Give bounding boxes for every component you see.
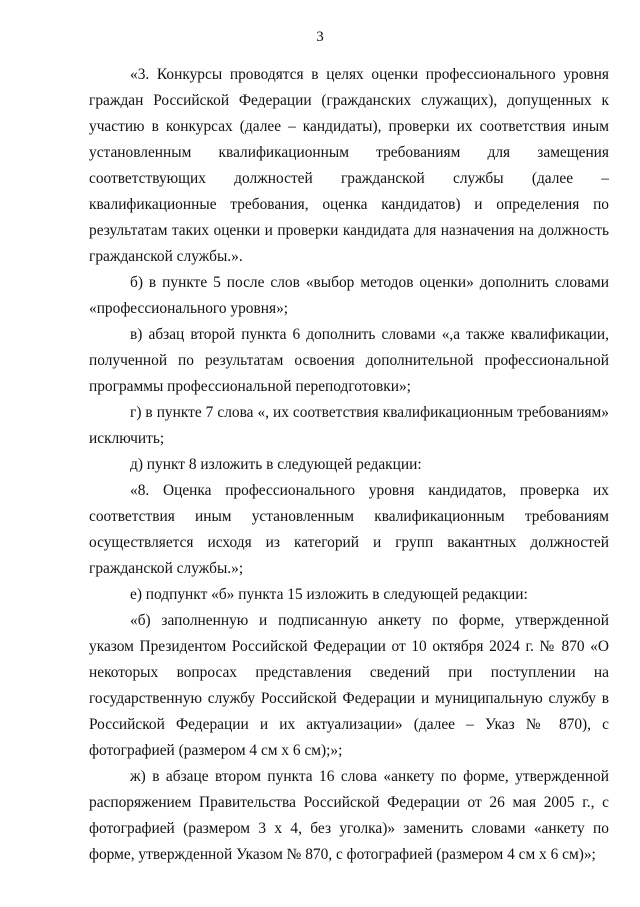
document-body [89,62,609,868]
paragraph-subitem-zh: ж) в абзаце втором пункта 16 слова «анкету по форме, утвержденной распоряжением Правительства Российской Федерации от 26 мая 2005 г., с фотографией (размером 3 х 4, без уголка)» заменить словами «анкету по форме, утвержденной Указом № 870, с фотографией (размером 4 см х 6 см)»; [89,768,609,863]
paragraph-subitem-e: е) подпункт «б» пункта 15 изложить в следующей редакции: [130,586,528,603]
paragraph-subitem-g: г) в пункте 7 слова «, их соответствия квалификационным требованиям» исключить; [89,404,609,447]
paragraph-subitem-b: б) в пункте 5 после слов «выбор методов оценки» дополнить словами «профессионального уровня»; [89,274,609,317]
paragraph-subitem-v: в) абзац второй пункта 6 дополнить словами «,а также квалификации, полученной по результатам освоения дополнительной профессиональной программы профессиональной переподготовки»; [89,326,609,395]
paragraph-item-3: «3. Конкурсы проводятся в целях оценки профессионального уровня граждан Российской Федерации (гражданских служащих), допущенных к участию в конкурсах (далее – кандидаты), проверки их соответствия иным установленным квалификационным требованиям для замещения соответствующих должностей гражданской службы (далее – квалификационные требования, оценка кандидатов) и определения по результатам таких оценки и проверки кандидата для назначения на должность гражданской службы.». [89,66,609,265]
paragraph-quoted-b: «б) заполненную и подписанную анкету по форме, утвержденной указом Президентом Российской Федерации от 10 октября 2024 г. № 870 «О некоторых вопросах представления сведений при поступлении на государственную службу Российской Федерации и муниципальную службу в Российской Федерации и их актуализации» (далее – Указ № 870), с фотографией (размером 4 см х 6 см);»; [89,612,609,759]
paragraph-subitem-d: д) пункт 8 изложить в следующей редакции: [130,456,422,473]
page-number: 3 [316,29,324,45]
paragraph-item-8: «8. Оценка профессионального уровня кандидатов, проверка их соответствия иным установленным квалификационным требованиям осуществляется исходя из категорий и групп вакантных должностей гражданской службы.»; [89,482,609,577]
